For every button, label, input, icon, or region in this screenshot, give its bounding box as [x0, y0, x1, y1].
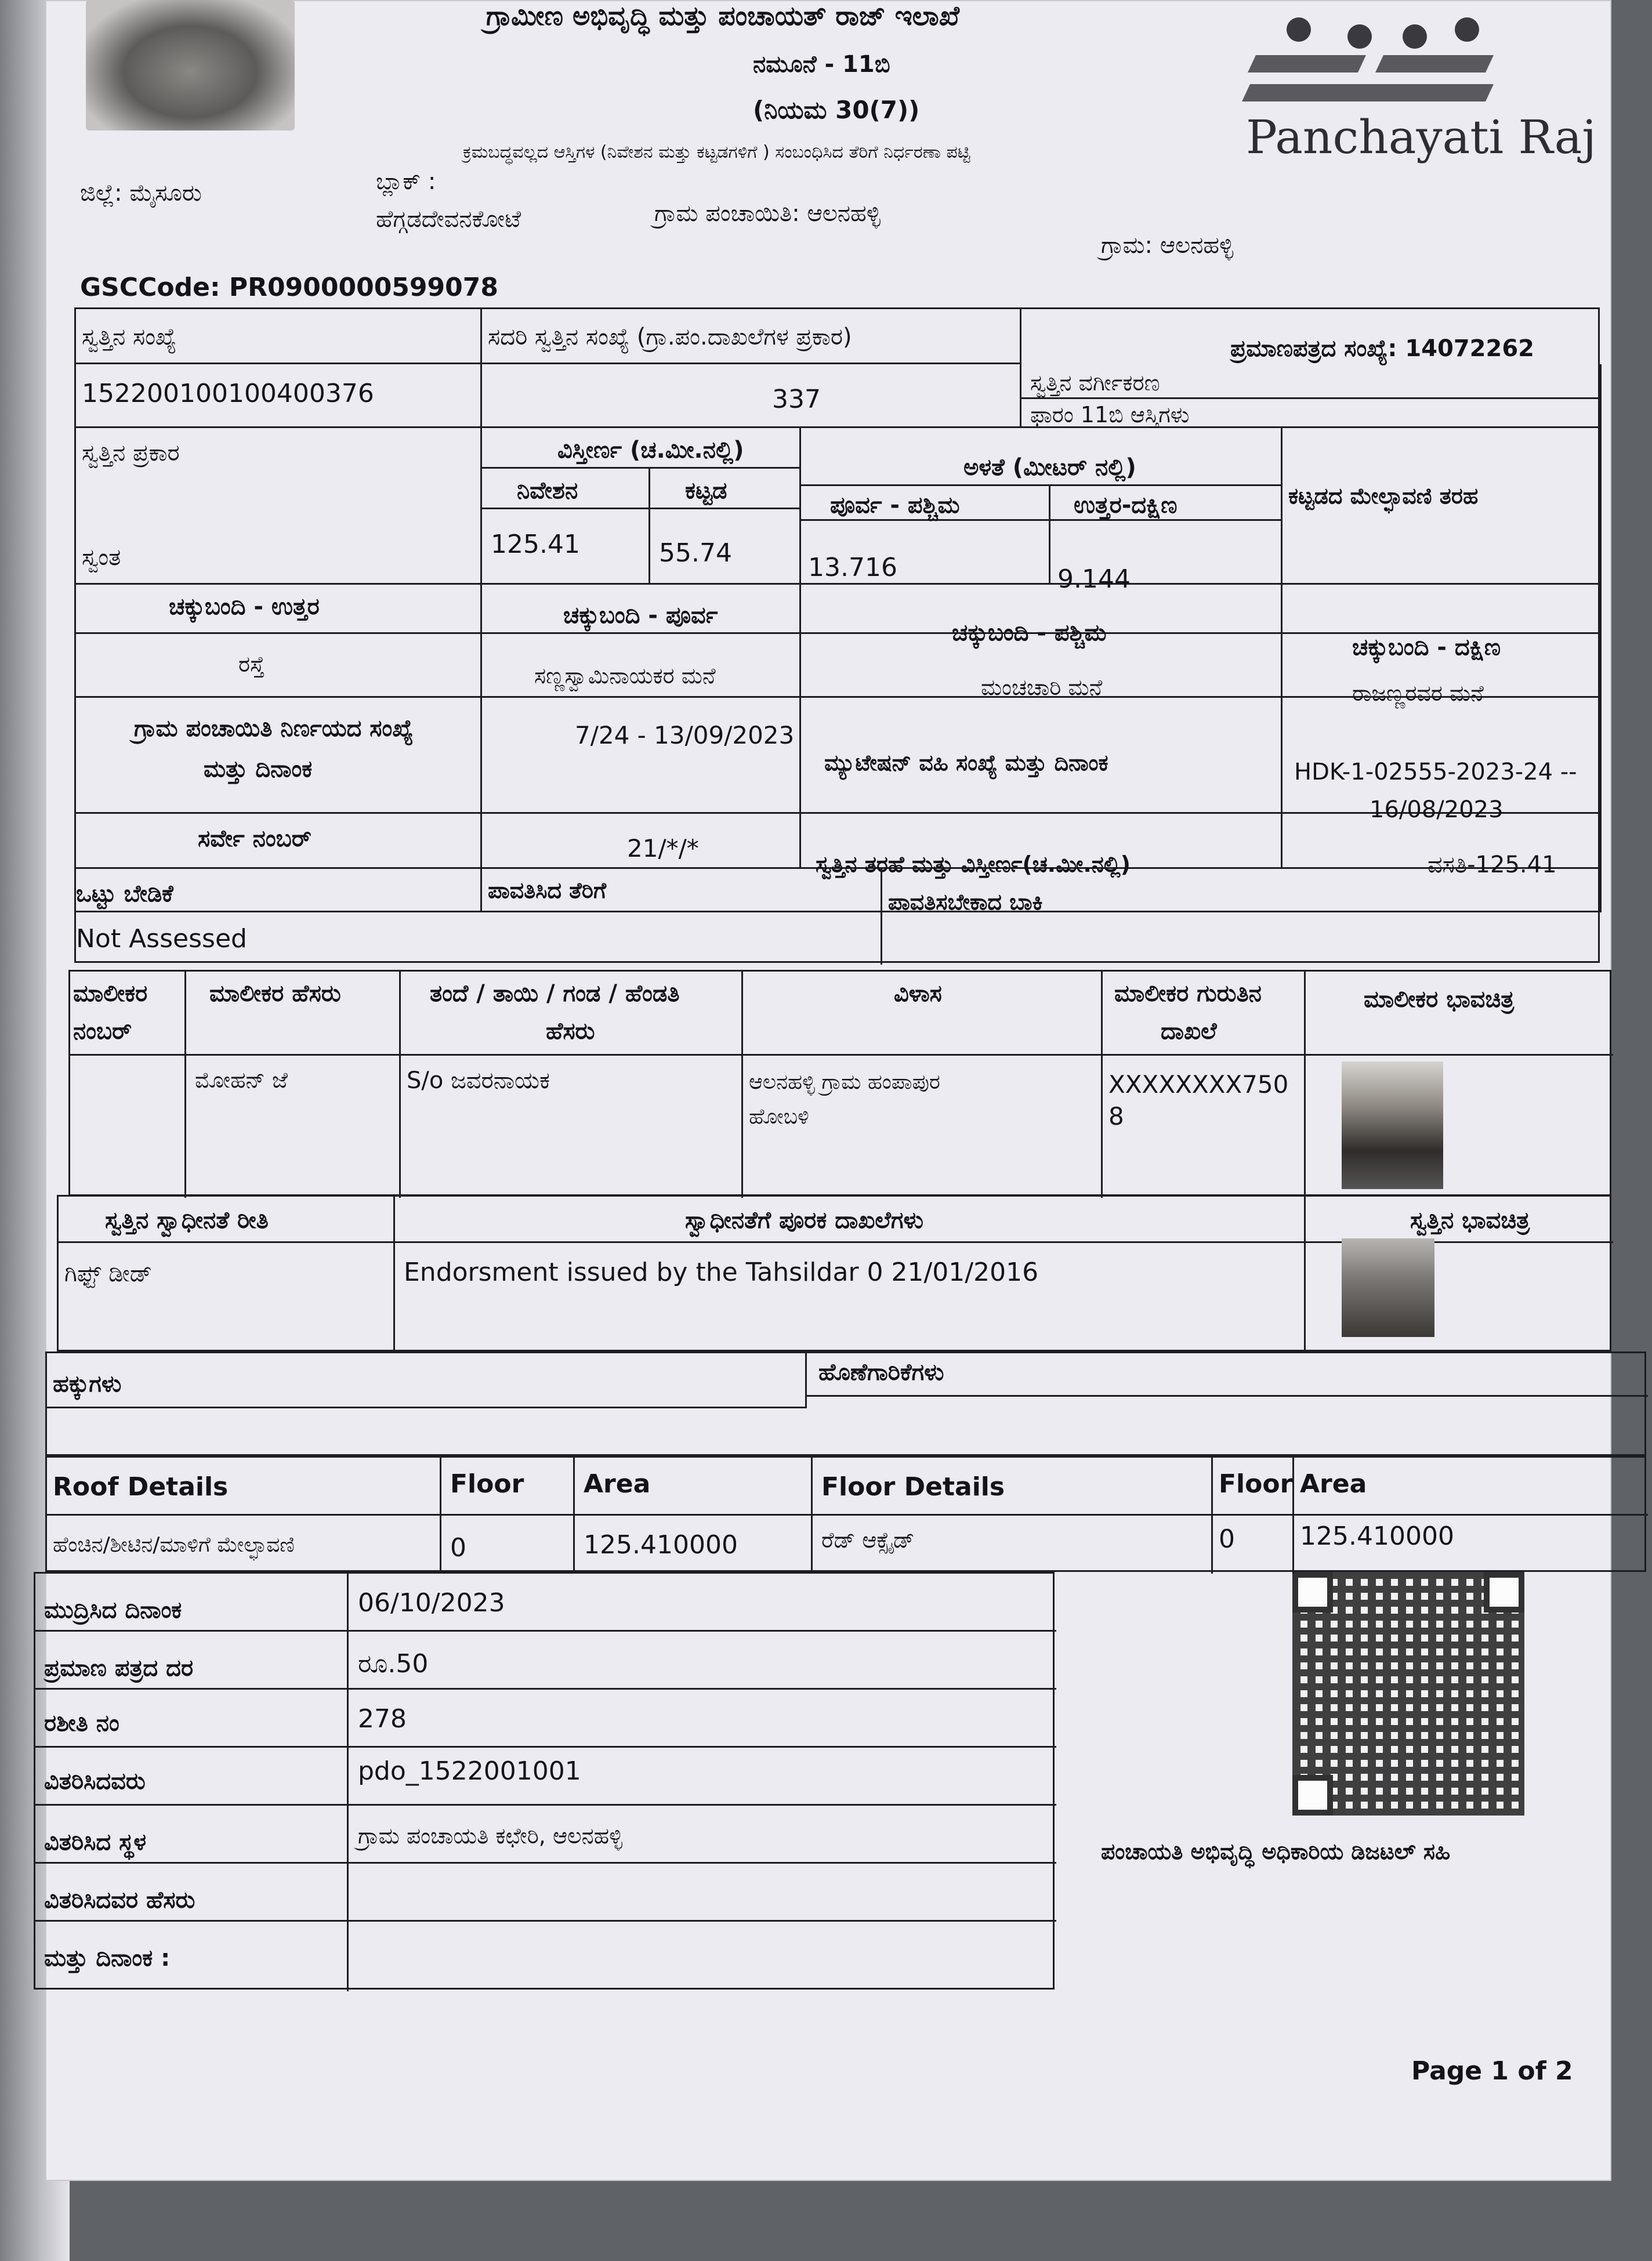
address-value-line1: ಆಲನಹಳ್ಳಿ ಗ್ರಾಮ ಹಂಪಾಪುರ [749, 1070, 940, 1094]
gsc-code: GSCCode: PR0900000599078 [80, 273, 498, 302]
property-nature-value: ವಸತಿ-125.41 [1428, 852, 1557, 878]
site-area-label: ನಿವೇಶನ [517, 477, 578, 504]
qr-code [1292, 1572, 1524, 1816]
gram-panchayat-label: ಗ್ರಾಮ ಪಂಚಾಯಿತಿ: ಆಲನಹಳ್ಳಿ [654, 200, 881, 227]
mutation-value-line2: 16/08/2023 [1370, 796, 1504, 823]
building-area-value: 55.74 [659, 538, 732, 568]
village-label: ಗ್ರಾಮ: ಆಲನಹಳ್ಳಿ [1101, 232, 1234, 259]
north-south-label: ಉತ್ತರ-ದಕ್ಷಿಣ [1074, 492, 1178, 519]
property-photo-label: ಸ್ವತ್ತಿನ ಭಾವಚಿತ್ರ [1410, 1207, 1530, 1234]
east-west-label: ಪೂರ್ವ - ಪಶ್ಚಿಮ [830, 492, 960, 519]
form-description: ಕ್ರಮಬದ್ಧವಲ್ಲದ ಆಸ್ತಿಗಳ (ನಿವೇಶನ ಮತ್ತು ಕಟ್ಟಡಗಳಿಗೆ ) ಸಂಬಂಧಿಸಿದ ತೆರಿಗೆ ನಿರ್ಧರಣಾ ಪಟ್ಟಿ [463, 142, 970, 162]
digital-signature-label: ಪಂಚಾಯತಿ ಅಭಿವೃದ್ಧಿ ಅಧಿಕಾರಿಯ ಡಿಜಟಲ್ ಸಹಿ [1101, 1839, 1451, 1864]
boundary-east-label: ಚಕ್ಕುಬಂದಿ - ಪೂರ್ವ [563, 602, 718, 629]
boundary-north-label: ಚಕ್ಕುಬಂದಿ - ಉತ್ತರ [169, 593, 320, 620]
relation-name-label-line2: ಹೆಸರು [546, 1018, 595, 1045]
boundary-south-label: ಚಕ್ಕುಬಂದಿ - ದಕ್ಷಿಣ [1352, 634, 1501, 661]
roof-details-label: Roof Details [53, 1472, 229, 1502]
owner-id-value-line1: XXXXXXXX750 [1108, 1070, 1289, 1099]
department-title: ಗ್ರಾಮೀಣ ಅಭಿವೃದ್ಧಿ ಮತ್ತು ಪಂಚಾಯತ್ ರಾಜ್ ಇಲಾಖೆ [486, 0, 959, 31]
panchayati-raj-logo [1234, 12, 1597, 186]
liabilities-label: ಹೊಣೆಗಾರಿಕೆಗಳು [818, 1359, 944, 1386]
east-west-value: 13.716 [808, 553, 897, 582]
property-type-value: ಸ್ವಂತ [82, 544, 121, 571]
acquisition-method-value: ಗಿಫ್ಟ್ ಡೀಡ್ [64, 1260, 153, 1287]
building-area-label: ಕಟ್ಟಡ [685, 477, 727, 504]
owner-photo [1342, 1061, 1443, 1189]
tax-demand-label: ಒಟ್ಟು ಬೇಡಿಕೆ [76, 881, 173, 907]
owner-id-label-line2: ದಾಖಲೆ [1161, 1018, 1217, 1045]
form-number: ನಮೂನೆ - 11ಬಿ [753, 51, 890, 78]
classification-label: ಸ್ವತ್ತಿನ ವರ್ಗೀಕರಣ [1030, 370, 1160, 396]
roof-floor-table [45, 1456, 1646, 1572]
boundary-south-value: ರಾಜಣ್ಣರವರ ಮನೆ [1352, 680, 1484, 706]
date-label: ಮತ್ತು ದಿನಾಂಕ : [44, 1945, 171, 1972]
page-number: Page 1 of 2 [1411, 2056, 1573, 2086]
property-number-label: ಸ್ವತ್ತಿನ ಸಂಖ್ಯೆ [82, 324, 177, 350]
logo-text: Panchayati Raj [1246, 110, 1597, 164]
roof-floor-value: 0 [450, 1533, 466, 1563]
classification-value: ಫಾರಂ 11ಬಿ ಆಸ್ತಿಗಳು [1030, 402, 1190, 427]
survey-number-label: ಸರ್ವೇ ನಂಬರ್ [198, 825, 311, 852]
block-label: ಬ್ಲಾಕ್ : [376, 168, 436, 195]
certificate-number: ಪ್ರಮಾಣಪತ್ರದ ಸಂಖ್ಯೆ: 14072262 [1230, 335, 1534, 362]
district-label: ಜಿಲ್ಲೆ: ಮೈಸೂರು [80, 180, 202, 206]
roof-area-value: 125.410000 [584, 1530, 738, 1560]
gp-property-number-value: 337 [772, 385, 821, 414]
certificate-sheet [45, 0, 1611, 2181]
issued-place-value: ಗ್ರಾಮ ಪಂಚಾಯತಿ ಕಛೇರಿ, ಆಲನಹಳ್ಳಿ [358, 1823, 623, 1849]
address-label: ವಿಳಾಸ [894, 980, 942, 1007]
roof-type-value: ಹೆಂಚಿನ/ಶೀಟಿನ/ಮಾಳಿಗೆ ಮೇಲ್ಛಾವಣಿ [53, 1533, 295, 1557]
mutation-value-line1: HDK-1-02555-2023-24 -- [1294, 759, 1577, 785]
dimensions-header: ಅಳತೆ (ಮೀಟರ್ ನಲ್ಲಿ) [963, 454, 1136, 481]
building-roof-header: ಕಟ್ಟಡದ ಮೇಲ್ಛಾವಣಿ ತರಹ [1288, 483, 1479, 509]
owner-number-label-line2: ನಂಬರ್ [73, 1018, 132, 1045]
owner-name-value: ಮೋಹನ್ ಜೆ [195, 1067, 288, 1093]
acquisition-method-label: ಸ್ವತ್ತಿನ ಸ್ವಾಧೀನತೆ ರೀತಿ [105, 1207, 269, 1234]
supporting-docs-label: ಸ್ವಾಧೀನತೆಗೆ ಪೂರಕ ದಾಖಲೆಗಳು [685, 1207, 923, 1234]
issue-details-table [34, 1572, 1055, 1990]
floor-area-label: Area [1300, 1469, 1367, 1499]
owner-number-label: ಮಾಲೀಕರ [73, 980, 148, 1007]
boundary-north-value: ರಸ್ತೆ [238, 651, 265, 677]
relation-name-label: ತಂದೆ / ತಾಯಿ / ಗಂಡ / ಹೆಂಡತಿ [430, 980, 680, 1007]
supporting-docs-value: Endorsment issued by the Tahsildar 0 21/01/2016 [404, 1258, 1039, 1287]
floor-floor-label: Floor [1219, 1469, 1293, 1499]
tax-balance-label: ಪಾವತಿಸಬೇಕಾದ ಬಾಕಿ [888, 889, 1043, 915]
owner-id-value-line2: 8 [1108, 1102, 1124, 1130]
floor-area-value: 125.410000 [1300, 1521, 1454, 1551]
certificate-fee-label: ಪ್ರಮಾಣ ಪತ್ರದ ದರ [44, 1655, 194, 1682]
state-emblem-icon [86, 0, 295, 131]
roof-floor-label: Floor [450, 1469, 524, 1499]
floor-floor-value: 0 [1219, 1524, 1235, 1554]
resolution-value: 7/24 - 13/09/2023 [575, 721, 795, 749]
receipt-number-label: ರಶೀತಿ ನಂ [44, 1710, 119, 1737]
property-number-value: 152200100100400376 [82, 379, 374, 408]
certificate-fee-value: ರೂ.50 [358, 1649, 429, 1679]
tax-demand-value: Not Assessed [76, 924, 247, 954]
north-south-value: 9.144 [1057, 564, 1131, 594]
roof-area-label: Area [584, 1469, 651, 1499]
block-value: ಹೆಗ್ಗಡದೇವನಕೋಟೆ [376, 206, 521, 233]
resolution-label: ಗ್ರಾಮ ಪಂಚಾಯಿತಿ ನಿರ್ಣಯದ ಸಂಖ್ಯೆ [134, 715, 414, 742]
property-nature-label: ಸ್ವತ್ತಿನ ತರಹೆ ಮತ್ತು ವಿಸ್ತೀರ್ಣ(ಚ.ಮೀ.ನಲ್ಲಿ) [816, 852, 1131, 877]
owner-name-label: ಮಾಲೀಕರ ಹೆಸರು [209, 980, 341, 1007]
site-area-value: 125.41 [491, 530, 580, 559]
property-table [74, 307, 1600, 963]
rights-table [45, 1351, 1646, 1456]
owner-photo-label: ಮಾಲೀಕರ ಭಾವಚಿತ್ರ [1364, 986, 1515, 1013]
issued-place-label: ವಿತರಿಸಿದ ಸ್ಥಳ [44, 1829, 147, 1856]
tax-paid-label: ಪಾವತಿಸಿದ ತೆರಿಗೆ [488, 878, 607, 903]
survey-number-value: 21/*/* [627, 834, 699, 863]
relation-name-value: S/o ಜವರನಾಯಕ [407, 1067, 550, 1094]
printed-date-value: 06/10/2023 [358, 1588, 505, 1618]
receipt-number-value: 278 [358, 1704, 407, 1734]
rule-number: (ನಿಯಮ 30(7)) [753, 96, 920, 124]
mutation-label: ಮ್ಯುಟೇಷನ್ ವಹಿ ಸಂಖ್ಯೆ ಮತ್ತು ದಿನಾಂಕ [824, 750, 1108, 776]
rights-label: ಹಕ್ಕುಗಳು [53, 1371, 122, 1397]
resolution-label-line2: ಮತ್ತು ದಿನಾಂಕ [204, 756, 313, 782]
owner-id-label: ಮಾಲೀಕರ ಗುರುತಿನ [1114, 980, 1262, 1007]
boundary-west-value: ಮಂಚಚಾರಿ ಮನೆ [981, 675, 1103, 700]
issuer-name-label: ವಿತರಿಸಿದವರ ಹೆಸರು [44, 1887, 195, 1914]
issued-by-value: pdo_1522001001 [358, 1756, 581, 1786]
gp-property-number-label: ಸದರಿ ಸ್ವತ್ತಿನ ಸಂಖ್ಯೆ (ಗ್ರಾ.ಪಂ.ದಾಖಲೆಗಳ ಪ್ರಕಾರ) [488, 324, 852, 350]
printed-date-label: ಮುದ್ರಿಸಿದ ದಿನಾಂಕ [44, 1597, 182, 1624]
floor-details-label: Floor Details [821, 1472, 1005, 1502]
area-header: ವಿಸ್ತೀರ್ಣ (ಚ.ಮೀ.ನಲ್ಲಿ) [557, 437, 744, 463]
property-type-label: ಸ್ವತ್ತಿನ ಪ್ರಕಾರ [82, 440, 180, 466]
boundary-east-value: ಸಣ್ಣಸ್ವಾಮಿನಾಯಕರ ಮನೆ [534, 663, 716, 689]
floor-type-value: ರೆಡ್ ಆಕ್ಸೈಡ್ [821, 1527, 915, 1553]
property-photo [1342, 1238, 1434, 1337]
address-value-line2: ಹೋಬಳಿ [749, 1105, 809, 1129]
boundary-west-label: ಚಕ್ಕುಬಂದಿ - ಪಶ್ಚಿಮ [952, 619, 1107, 646]
issued-by-label: ವಿತರಿಸಿದವರು [44, 1768, 146, 1795]
